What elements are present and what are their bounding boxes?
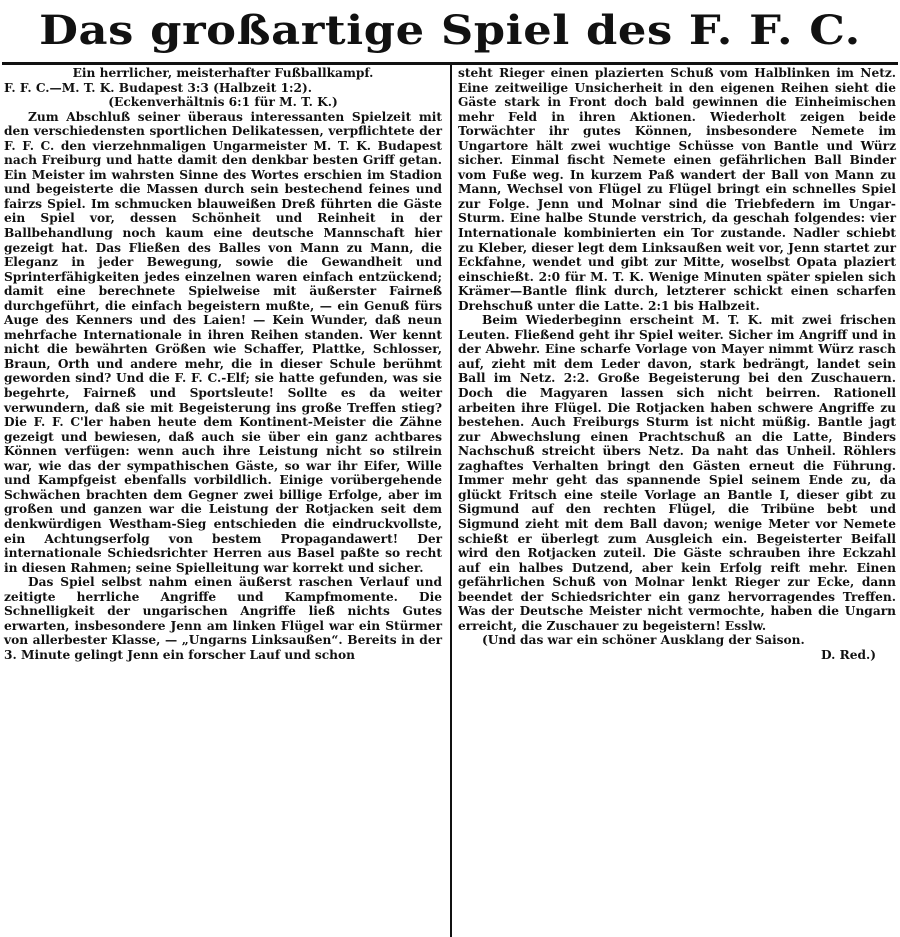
closing-remark: (Und das war ein schöner Ausklang der Saison. xyxy=(482,633,805,648)
corner-ratio-line: (Eckenverhältnis 6:1 für M. T. K.) xyxy=(108,95,338,110)
paragraph: Beim Wiederbeginn erscheint M. T. K. mit zwei frischen Leuten. Fließend geht ihr Spiel weiter. Sicher im Angriff und in der Abwehr. Eine scharfe Vorlage von Mayer nimmt Würz rasch auf, zieht mit dem Leder davon, stark bedrängt, landet sein Ball im Netz. 2:2. Große Begeisterung bei den Zuschauern. Doch die Magyaren lassen sich nicht beirren. Rationell arbeiten ihre Flügel. Die Rotjacken haben schwere Angriffe zu bestehen. Auch Freiburgs Sturm ist nicht müßig. Bantle jagt zur Abwechslung einen Prachtschuß an die Latte, Binders Nachschuß streicht übers Netz. Da naht das Unheil. Röhlers zaghaftes Verhalten bringt den Gästen erneut die Führung. Immer mehr geht das spannende Spiel seinem Ende zu, da glückt Fritsch eine steile Vorlage an Bantle I, dieser gibt zu Sigmund auf den rechten Flügel, die Tribüne bebt und Sigmund zieht mit dem Ball davon; wenige Meter vor Nemete schießt er überlegt zum Ausgleich ein. Begeisterter Beifall wird den Rotjacken zuteil. Die Gäste schrauben ihre Eckzahl auf ein halbes Dutzend, aber kein Erfolg reift mehr. Einen gefährlichen Schuß von Molnar lenkt Rieger zur Ecke, dann beendet der Schiedsrichter ein ganz hervorragendes Treffen. Was der Deutsche Meister nicht vermochte, haben die Ungarn erreicht, die Zuschauer zu begeistern! Esslw. xyxy=(458,313,896,633)
right-column xyxy=(458,66,896,662)
score-line: F. F. C.—M. T. K. Budapest 3:3 (Halbzeit 1:2). xyxy=(4,80,313,95)
left-column xyxy=(4,66,442,662)
column-divider xyxy=(450,64,452,937)
paragraph: steht Rieger einen plazierten Schuß vom Halblinken im Netz. Eine zeitweilige Unsicherheit in den eigenen Reihen sieht die Gäste stark in Front doch bald gewinnen die Einheimischen mehr Feld in ihren Aktionen. Wiederholt zeigen beide Torwächter ihr gutes Können, insbesondere Nemete im Ungartore hält zwei wuchtige Schüsse von Bantle und Würz sicher. Einmal fischt Nemete einen gefährlichen Ball Binder vom Fuße weg. In kurzem Paß wandert der Ball von Mann zu Mann, Wechsel von Flügel zu Flügel bringt ein schnelles Spiel zur Folge. Jenn und Molnar sind die Triebfedern im Ungar-Sturm. Eine halbe Stunde verstrich, da geschah folgendes: vier Internationale kombinierten ein Tor zustande. Nadler schiebt zu Kleber, dieser legt dem Linksaußen weit vor, Jenn startet zur Eckfahne, wendet und gibt zur Mitte, woselbst Opata plaziert einschießt. 2:0 für M. T. K. Wenige Minuten später spielen sich Krämer—Bantle flink durch, letzterer schickt einen scharfen Drehschuß unter die Latte. 2:1 bis Halbzeit. xyxy=(458,66,896,313)
paragraph: Das Spiel selbst nahm einen äußerst raschen Verlauf und zeitigte herrliche Angriffe und Kampfmomente. Die Schnelligkeit der ungarischen Angriffe ließ nichts Gutes erwarten, insbesondere Jenn am linken Flügel war ein Stürmer von allerbester Klasse, — „Ungarns Linksaußen“. Bereits in der 3. Minute gelingt Jenn ein forscher Lauf und schon xyxy=(4,575,442,662)
editor-signature: D. Red.) xyxy=(820,647,876,662)
article-subheadline: Ein herrlicher, meisterhafter Fußballkampf. xyxy=(72,66,374,80)
article-headline: Das großartige Spiel des F. F. C. xyxy=(39,7,861,54)
paragraph: Zum Abschluß seiner überaus interessanten Spielzeit mit den verschiedensten sportlichen Delikatessen, verpflichtete der F. F. C. den vierzehnmaligen Ungarmeister M. T. K. Budapest nach Freiburg und hatte damit den denkbar besten Griff getan. Ein Meister im wahrsten Sinne des Wortes erschien im Stadion und begeisterte die Massen durch sein bestechend feines und fairzs Spiel. Im schmucken blauweißen Dreß führten die Gäste ein Spiel vor, dessen Schönheit und Reinheit in der Ballbehandlung noch kaum eine deutsche Mannschaft hier gezeigt hat. Das Fließen des Balles von Mann zu Mann, die Eleganz in jeder Bewegung, sowie die Gewandheit und Sprinterfähigkeiten jedes einzelnen waren einfach entzückend; damit eine berechnete Spielweise mit äußerster Fairneß durchgeführt, die einfach begeistern mußte, — ein Genuß fürs Auge des Kenners und des Laien! — Kein Wunder, daß neun mehrfache Internationale in ihren Reihen standen. Wer kennt nicht die bewährten Größen wie Schaffer, Plattke, Schlosser, Braun, Orth und andere mehr, die in dieser Schule berühmt geworden sind? Und die F. F. C.-Elf; sie hatte gefunden, was sie begehrte, Fairneß und Sportsleute! Sollte es da weiter verwundern, daß sie mit Begeisterung ins große Treffen stieg? Die F. F. C'ler haben heute dem Kontinent-Meister die Zähne gezeigt und bewiesen, daß auch sie über ein ganz achtbares Können verfügen: wenn auch ihre Leistung nicht so stilrein war, wie das der sympathischen Gäste, so war ihr Eifer, Wille und Kampfgeist ebenfalls vorbildlich. Einige vorübergehende Schwächen brachten dem Gegner zwei billige Erfolge, aber im großen und ganzen war die Leistung der Rotjacken seit dem denkwürdigen Westham-Sieg entschieden die eindruckvollste, ein Achtungserfolg von bestem Propagandawert! Der internationale Schiedsrichter Herren aus Basel paßte so recht in diesen Rahmen; seine Spielleitung war korrekt und sicher. xyxy=(4,109,442,575)
